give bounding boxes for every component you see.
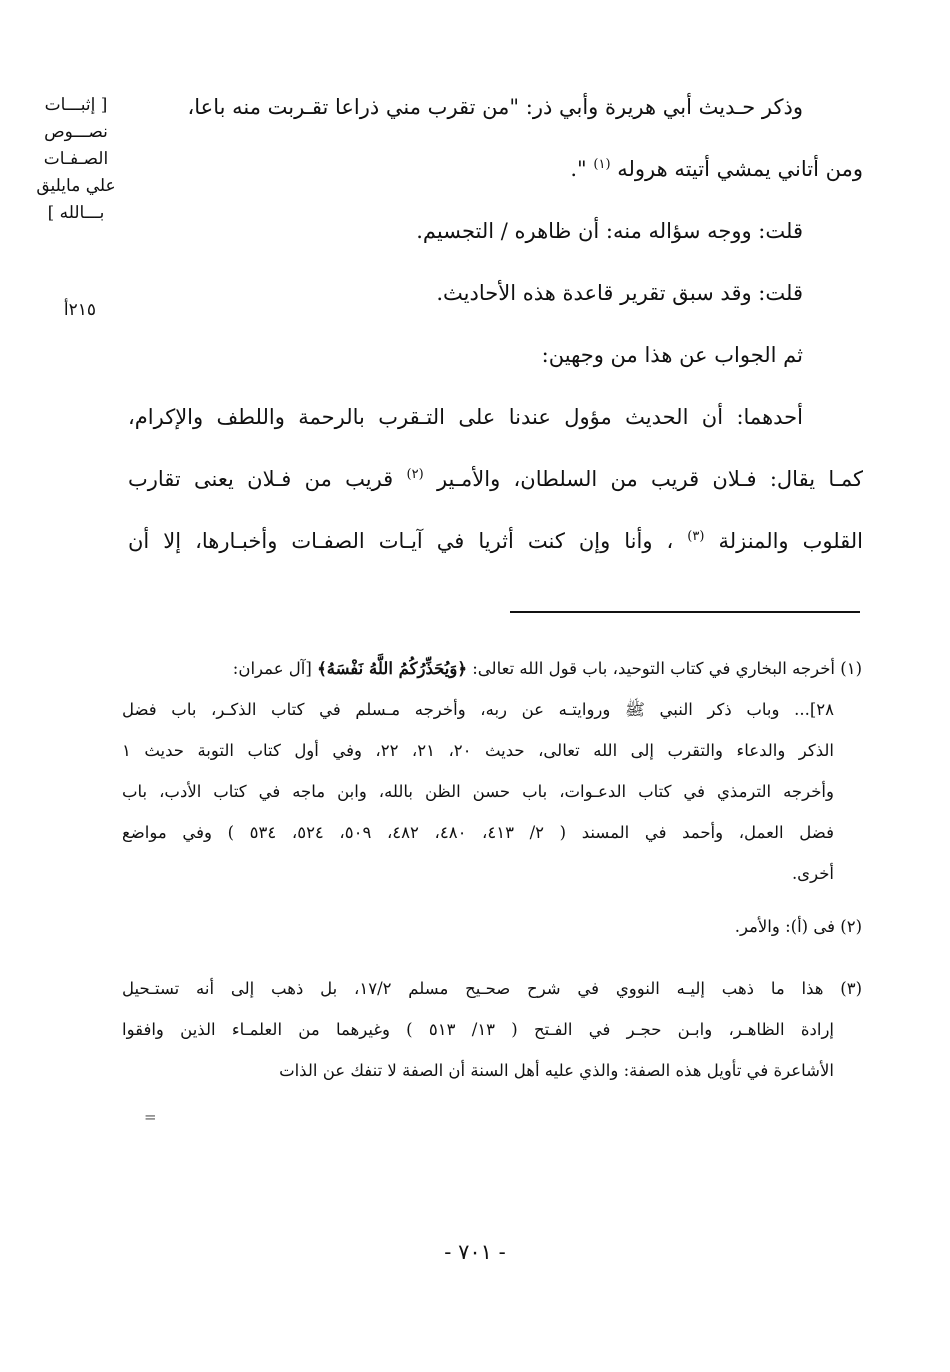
main-line-text: ثم الجواب عن هذا من وجهين: [541, 343, 803, 367]
main-text [128, 76, 863, 572]
main-line-text: وذكر حـديث أبي هريرة وأبي ذر: "من تقرب مني ذراعا تقـربت منه باعا، [187, 95, 803, 119]
footnote-text: [آل عمران: [232, 659, 312, 678]
footnote-line [122, 648, 862, 689]
margin-note-line: [ إثبـــات [44, 95, 108, 115]
quran-verse: ﴿وَيُحَذِّرُكُمُ اللَّهُ نَفْسَهُ﴾ [317, 659, 467, 678]
main-line [128, 262, 863, 324]
footnote-line: فضل العمل، وأحمد في المسند ( ٢/ ٤١٣، ٤٨٠، ٤٨٢، ٥٠٩، ٥٢٤، ٥٣٤ ) وفي مواضع [122, 823, 834, 842]
footnote-line: وأخرجه الترمذي في كتاب الدعـوات، باب حسن الظن بالله، وابن ماجه في كتاب الأدب، باب [122, 782, 834, 801]
main-line-text: ومن أتاني يمشي أتيته هروله [617, 157, 863, 181]
margin-note-line: علي مايليق [36, 176, 116, 196]
main-line [128, 200, 863, 262]
main-line-text: ". [570, 157, 587, 181]
main-line [128, 386, 863, 448]
main-line-text: كمـا يقال: فـلان قريب من السلطان، والأمـير [436, 467, 864, 491]
main-line [128, 138, 863, 200]
footnote-line: ٢٨]... وباب ذكر النبي ﷺ وروايتـه عن ربه، وأخرجه مـسلم في كتاب الذكـر، باب فضل [122, 700, 834, 719]
footnote-ref-1[interactable]: (١) [593, 157, 611, 172]
footnote-ref-3[interactable]: (٣) [687, 529, 705, 544]
footnote-ref-2[interactable]: (٢) [406, 467, 424, 482]
footnote-line: الأشاعرة في تأويل هذه الصفة: والذي عليه أهل السنة أن الصفة لا تنفك عن الذات [279, 1061, 834, 1080]
footnote-text: (١) أخرجه البخاري في كتاب التوحيد، باب قول الله تعالى: [472, 659, 862, 678]
main-line [128, 76, 863, 138]
footnotes [122, 648, 862, 1091]
margin-note-line: بـــالله ] [47, 203, 105, 223]
main-line-text: القلوب والمنزلة [718, 529, 864, 553]
footnote-line: (٢) فى (أ): والأمر. [734, 917, 862, 936]
main-line [128, 510, 863, 572]
main-line [128, 448, 863, 510]
main-line-text: أحدهما: أن الحديث مؤول عندنا على التـقرب بالرحمة واللطف والإكرام، [128, 405, 803, 429]
main-line [128, 324, 863, 386]
footnote-line: (٣) هذا ما ذهب إليـه النووي في شرح صحـيح مسلم ١٧/٢، بل ذهب إلى أنه تستـحيل [122, 979, 862, 998]
main-line-text: ، وأنا وإن كنت أثريا في آيـات الصفـات وأخبـارها، إلا أن [128, 529, 674, 553]
page-number: - ٧٠١ - [444, 1240, 506, 1264]
margin-note-line: نصـــوص [44, 122, 108, 142]
footnote-line: إرادة الظاهـر، وابـن حجـر في الفـتح ( ١٣/ ٥١٣ ) وغيرهما من العلمـاء الذين وافقوا [122, 1020, 834, 1039]
main-line-text: قريب من فـلان يعنى تقارب [128, 467, 394, 491]
main-line-text: قلت: وقد سبق تقرير قاعدة هذه الأحاديث. [436, 281, 803, 305]
main-line-text: قلت: ووجه سؤاله منه: أن ظاهره / التجسيم. [416, 219, 803, 243]
footnote-line: أخرى. [791, 864, 834, 883]
folio-marker: ٢١٥أ [63, 300, 97, 320]
footnote-separator [510, 611, 860, 613]
margin-note [22, 92, 130, 227]
margin-note-line: الصـفـات [43, 149, 109, 169]
continuation-mark: = [144, 1108, 157, 1126]
footnote-line: الذكر والدعاء والتقرب إلى الله تعالى، حديث ٢٠، ٢١، ٢٢، وفي أول كتاب التوبة حديث ١ [122, 741, 835, 760]
